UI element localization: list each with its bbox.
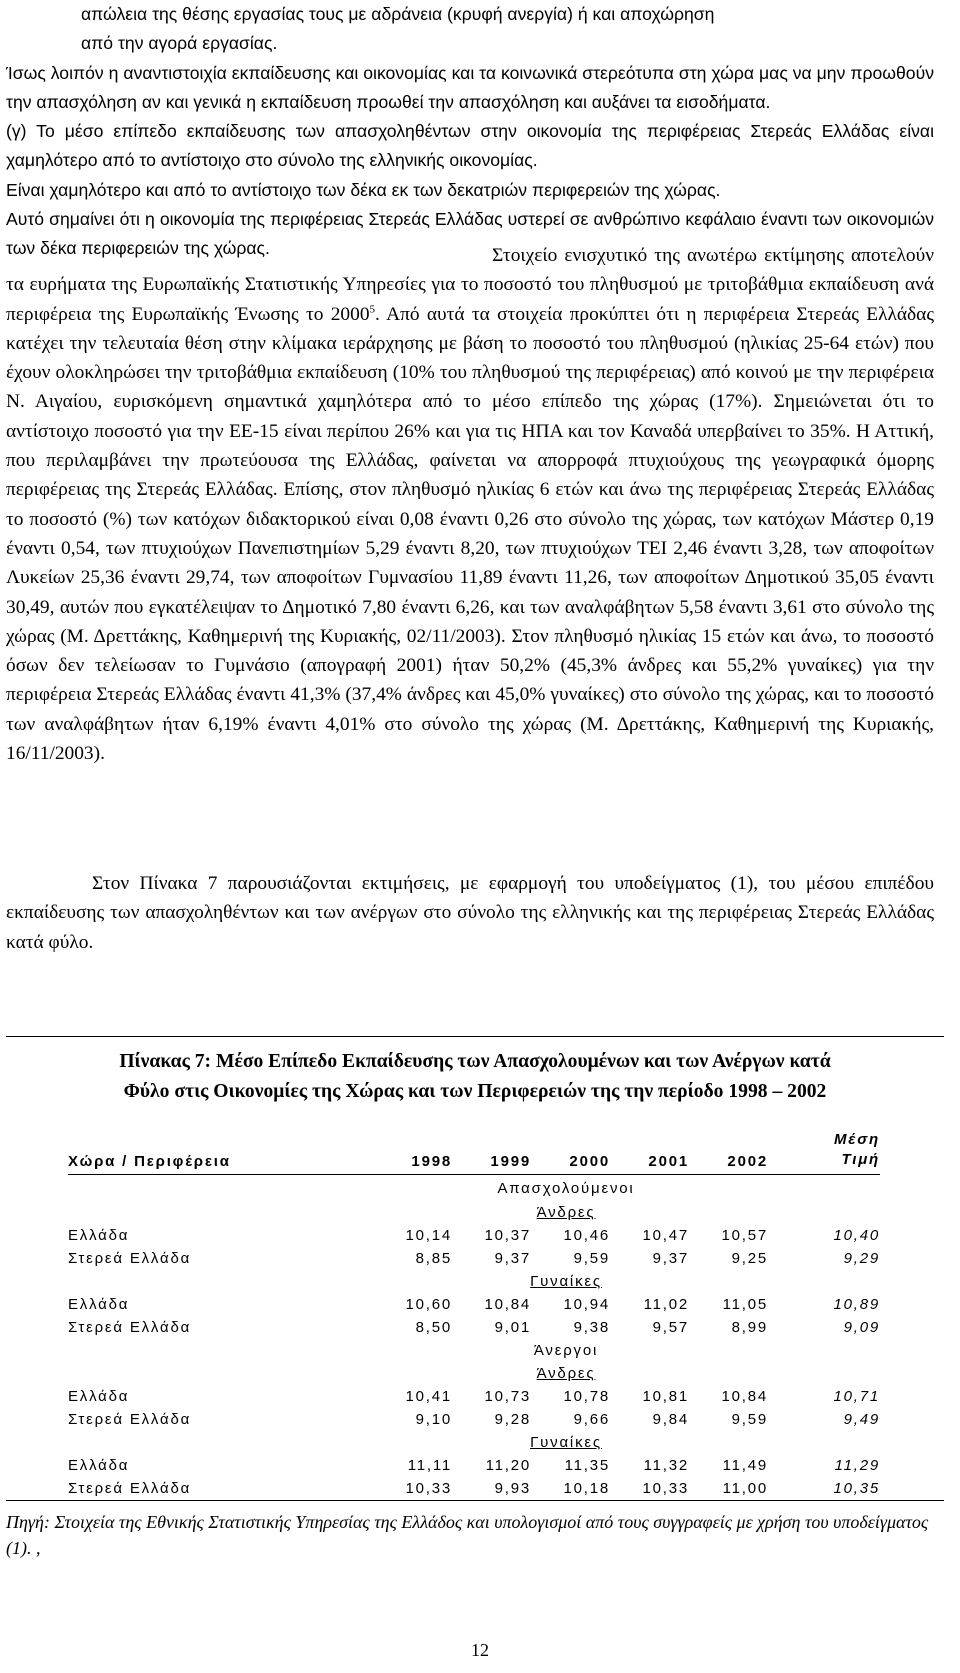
column-header-1998: 1998 bbox=[373, 1122, 452, 1175]
footnote-mark[interactable]: 5 bbox=[369, 303, 376, 316]
cell-2000: 10,78 bbox=[563, 1388, 610, 1405]
cell-average: 10,35 bbox=[833, 1480, 880, 1497]
cell-2000: 10,18 bbox=[563, 1480, 610, 1497]
cell-average: 9,49 bbox=[843, 1411, 880, 1428]
cell-2000: 9,38 bbox=[573, 1319, 610, 1336]
subsection-label: Γυναίκες bbox=[530, 1273, 602, 1290]
cell-2002: 11,00 bbox=[722, 1480, 768, 1497]
column-header-average bbox=[768, 1122, 880, 1175]
column-header-2000: 2000 bbox=[531, 1122, 610, 1175]
subsection-row-women bbox=[68, 1270, 880, 1293]
cell-2001: 10,47 bbox=[642, 1227, 689, 1244]
cell-2001: 9,37 bbox=[652, 1250, 689, 1267]
cell-1998: 8,85 bbox=[415, 1250, 452, 1267]
column-header-2001: 2001 bbox=[610, 1122, 689, 1175]
row-label: Στερεά Ελλάδα bbox=[68, 1319, 192, 1336]
cell-average: 11,29 bbox=[834, 1457, 880, 1474]
subsection-label: Άνδρες bbox=[536, 1365, 596, 1382]
cell-average: 9,29 bbox=[843, 1250, 880, 1267]
table-bottom-rule bbox=[6, 1500, 944, 1501]
paragraph-line: από την αγορά εργασίας. bbox=[81, 33, 278, 54]
cell-2001: 10,81 bbox=[642, 1388, 689, 1405]
cell-1998: 10,41 bbox=[405, 1388, 452, 1405]
cell-1998: 10,33 bbox=[405, 1480, 452, 1497]
paragraph-text: . Από αυτά τα στοιχεία προκύπτει ότι η περιφέρεια Στερεάς Ελλάδας κατέχει την τελευταία θέση στην κλίμακα ιεράρχησης με βάση το ποσοστό του πληθυσμού (ηλικίας 25-64 ετών) που έχουν ολοκληρώσει την τριτοβάθμια εκπαίδευση (10% του πληθυσμού της περιφέρειας) από κοινού με την περιφέρεια Ν. Αιγαίου, ευρισκόμενη σημαντικά χαμηλότερα από το μέσο επίπεδο της χώρας (17%). Σημειώνεται ότι το αντίστοιχο ποσοστό για την ΕΕ-15 είναι περίπου 26% και για τις ΗΠΑ και τον Καναδά υπερβαίνει το 35%. Η Αττική, που περιλαμβάνει την πρωτεύουσα της Ελλάδας, φαίνεται να απορροφά πτυχιούχους της γεωγραφικά όμορης περιφέρειας της Στερεάς Ελλάδας. Επίσης, στον πληθυσμό ηλικίας 6 ετών και άνω της περιφέρειας Στερεάς Ελλάδας το ποσοστό (%) των κατόχων διδακτορικού είναι 0,08 έναντι 0,26 στο σύνολο της χώρας, των κατόχων Μάστερ 0,19 έναντι 0,54, των πτυχιούχων Πανεπιστημίων 5,29 έναντι 8,20, των πτυχιούχων ΤΕΙ 2,46 έναντι 3,28, των αποφοίτων Λυκείων 25,36 έναντι 29,74, των αποφοίτων Γυμνασίου 11,89 έναντι 11,26, των αποφοίτων Δημοτικού 35,05 έναντι 30,49, αυτών που εγκατέλειψαν το Δημοτικό 7,80 έναντι 6,26, και των αναλφάβητων 5,58 έναντι 3,61 στο σύνολο της χώρας (Μ. Δρεττάκης, Καθημερινή της Κυριακής, 02/11/2003). Στον πληθυσμό ηλικίας 15 ετών και άνω, το ποσοστό όσων δεν τελείωσαν το Γυμνάσιο (απογραφή 2001) ήταν 50,2% (45,3% άνδρες και 55,2% γυναίκες) για την περιφέρεια Στερεάς Ελλάδας έναντι 41,3% (37,4% άνδρες και 45,0% γυναίκες) στο σύνολο της χώρας, και το ποσοστό των αναλφάβητων ήταν 6,19% έναντι 4,01% στο σύνολο της χώρας (Μ. Δρεττάκης, Καθημερινή της Κυριακής, 16/11/2003). bbox=[6, 303, 935, 765]
cell-2001: 9,84 bbox=[652, 1411, 689, 1428]
cell-2001: 11,02 bbox=[643, 1296, 689, 1313]
paragraph-eurostat-findings bbox=[6, 241, 934, 768]
cell-2000: 10,46 bbox=[563, 1227, 610, 1244]
cell-1999: 9,93 bbox=[494, 1480, 531, 1497]
paragraph-text: Ίσως λοιπόν η αναντιστοιχία εκπαίδευσης και οικονομίας και τα κοινωνικά στερεότυπα στη χώρα μας να μην προωθούν την απασχόληση αν και γενικά η εκπαίδευση προωθεί την απασχόληση και αυξάνει τα εισοδήματα. bbox=[6, 62, 934, 112]
table-row bbox=[68, 1247, 880, 1270]
cell-2000: 11,35 bbox=[564, 1457, 610, 1474]
cell-2002: 10,84 bbox=[721, 1388, 768, 1405]
cell-average: 9,09 bbox=[843, 1319, 880, 1336]
section-label: Απασχολούμενοι bbox=[497, 1179, 635, 1197]
cell-1999: 10,37 bbox=[484, 1227, 531, 1244]
row-label: Ελλάδα bbox=[68, 1227, 130, 1244]
table-row bbox=[68, 1385, 880, 1408]
cell-1998: 8,50 bbox=[415, 1319, 452, 1336]
paragraph-text: (γ) Το μέσο επίπεδο εκπαίδευσης των απασχοληθέντων στην οικονομία της περιφέρειας Στερεάς Ελλάδας είναι χαμηλότερο από το αντίστοιχο στο σύνολο της ελληνικής οικονομίας. bbox=[6, 121, 934, 171]
paragraph-table-intro bbox=[6, 869, 934, 957]
cell-1999: 9,28 bbox=[494, 1411, 531, 1428]
cell-2001: 10,33 bbox=[642, 1480, 689, 1497]
subsection-row-men bbox=[68, 1201, 880, 1224]
table-row bbox=[68, 1408, 880, 1431]
subsection-label: Γυναίκες bbox=[530, 1434, 602, 1451]
row-label: Στερεά Ελλάδα bbox=[68, 1480, 192, 1497]
row-label: Ελλάδα bbox=[68, 1296, 130, 1313]
column-header-2002: 2002 bbox=[689, 1122, 768, 1175]
paragraph-text: Στον Πίνακα 7 παρουσιάζονται εκτιμήσεις, με εφαρμογή του υποδείγματος (1), του μέσου επιπέδου εκπαίδευσης των απασχοληθέντων και των ανέργων στο σύνολο της ελληνικής και της περιφέρειας Στερεάς Ελλάδας κατά φύλο. bbox=[6, 873, 934, 953]
cell-1998: 10,60 bbox=[405, 1296, 452, 1313]
section-row-employed bbox=[68, 1175, 880, 1202]
cell-1999: 9,01 bbox=[494, 1319, 531, 1336]
row-label: Ελλάδα bbox=[68, 1457, 130, 1474]
row-label: Στερεά Ελλάδα bbox=[68, 1250, 192, 1267]
column-header-average-line: Μέση bbox=[834, 1131, 880, 1148]
paragraph-line: απώλεια της θέσης εργασίας τους με αδράνεια (κρυφή ανεργία) ή και αποχώρηση bbox=[81, 4, 715, 24]
table-row bbox=[68, 1477, 880, 1500]
cell-2002: 9,25 bbox=[731, 1250, 768, 1267]
cell-1998: 9,10 bbox=[415, 1411, 452, 1428]
cell-2001: 9,57 bbox=[652, 1319, 689, 1336]
education-level-table bbox=[68, 1122, 880, 1500]
paragraph-text: Αυτό σημαίνει ότι η οικονομία της περιφέρειας Στερεάς Ελλάδας υστερεί σε ανθρώπινο κεφάλαιο έναντι των οικονομιών των δέκα περιφερειών της χώρας. bbox=[6, 209, 934, 259]
table-row bbox=[68, 1316, 880, 1339]
cell-average: 10,71 bbox=[833, 1388, 880, 1405]
section-row-unemployed bbox=[68, 1339, 880, 1362]
row-label: Στερεά Ελλάδα bbox=[68, 1411, 192, 1428]
cell-2002: 8,99 bbox=[731, 1319, 768, 1336]
cell-1999: 9,37 bbox=[494, 1250, 531, 1267]
cell-1999: 11,20 bbox=[485, 1457, 531, 1474]
table-source-note: Πηγή: Στοιχεία της Εθνικής Στατιστικής Υπηρεσίας της Ελλάδος και υπολογισμοί από τους συγγραφείς με χρήση του υποδείγματος (1). , bbox=[6, 1512, 929, 1558]
table-caption-line: Πίνακας 7: Μέσο Επίπεδο Εκπαίδευσης των Απασχολουμένων και των Ανέργων κατά bbox=[119, 1051, 831, 1072]
cell-1999: 10,84 bbox=[484, 1296, 531, 1313]
page-number: 12 bbox=[471, 1640, 489, 1660]
table-caption bbox=[6, 1047, 944, 1107]
table-row bbox=[68, 1224, 880, 1247]
subsection-row-men bbox=[68, 1362, 880, 1385]
table-row bbox=[68, 1293, 880, 1316]
cell-average: 10,40 bbox=[833, 1227, 880, 1244]
cell-2002: 11,49 bbox=[722, 1457, 768, 1474]
cell-2002: 10,57 bbox=[721, 1227, 768, 1244]
paragraph-text: Είναι χαμηλότερο και από το αντίστοιχο των δέκα εκ των δεκατριών περιφερειών της χώρας. bbox=[6, 179, 721, 200]
cell-1998: 10,14 bbox=[405, 1227, 452, 1244]
cell-2001: 11,32 bbox=[643, 1457, 689, 1474]
subsection-label: Άνδρες bbox=[536, 1204, 596, 1221]
cell-2000: 10,94 bbox=[563, 1296, 610, 1313]
cell-2000: 9,66 bbox=[573, 1411, 610, 1428]
row-label: Ελλάδα bbox=[68, 1388, 130, 1405]
column-header-average-line: Τιμή bbox=[841, 1151, 880, 1168]
table-row bbox=[68, 1454, 880, 1477]
cell-1999: 10,73 bbox=[484, 1388, 531, 1405]
section-label: Άνεργοι bbox=[533, 1342, 599, 1359]
subsection-row-women bbox=[68, 1431, 880, 1454]
cell-2002: 9,59 bbox=[731, 1411, 768, 1428]
cell-2002: 11,05 bbox=[722, 1296, 768, 1313]
cell-average: 10,89 bbox=[833, 1296, 880, 1313]
cell-1998: 11,11 bbox=[407, 1457, 452, 1474]
table-caption-line: Φύλο στις Οικονομίες της Χώρας και των Περιφερειών της την περίοδο 1998 – 2002 bbox=[123, 1081, 827, 1102]
table-top-rule bbox=[6, 1036, 944, 1037]
paragraph-text: Στοιχείο ενισχυτικό της ανωτέρω εκτίμησης αποτελούν τα ευρήματα της Ευρωπαϊκής Στατιστικής Υπηρεσίες για το ποσοστό του πληθυσμού με τριτοβάθμια εκπαίδευση ανά περιφέρεια της Ευρωπαϊκής Ένωσης το 2000 bbox=[6, 245, 934, 325]
paragraph-employment-inactivity bbox=[6, 0, 934, 264]
table-header-row bbox=[68, 1122, 880, 1175]
column-header-1999: 1999 bbox=[452, 1122, 531, 1175]
cell-2000: 9,59 bbox=[573, 1250, 610, 1267]
column-header-country: Χώρα / Περιφέρεια bbox=[68, 1122, 373, 1175]
